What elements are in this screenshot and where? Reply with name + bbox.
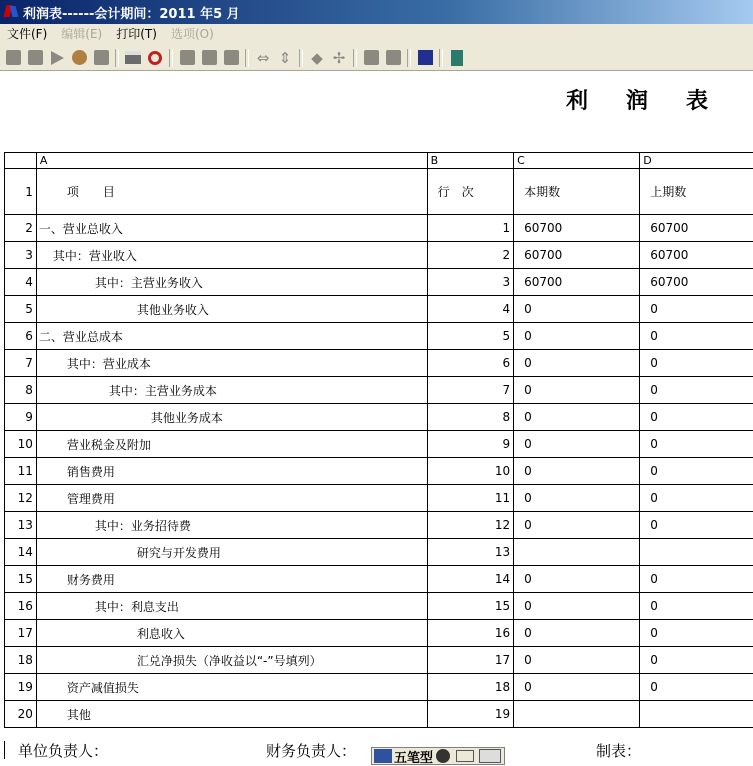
item-cell[interactable]: 其他业务收入: [36, 296, 427, 323]
previous-value-cell[interactable]: 0: [640, 485, 753, 512]
item-cell[interactable]: 研究与开发费用: [36, 539, 427, 566]
table-row: [5, 512, 753, 539]
line-number-cell[interactable]: 19: [427, 701, 514, 728]
calculator-icon[interactable]: [414, 47, 436, 69]
table-row: [5, 674, 753, 701]
keyboard-icon[interactable]: [479, 749, 501, 763]
current-value-cell[interactable]: 0: [514, 485, 640, 512]
current-value-cell[interactable]: [514, 701, 640, 728]
table-row: [5, 458, 753, 485]
menu-file[interactable]: 文件(F): [0, 24, 54, 45]
punctuation-icon[interactable]: [456, 750, 474, 762]
exit-icon[interactable]: [446, 47, 468, 69]
row-number: 20: [5, 701, 37, 728]
item-cell[interactable]: 其中：利息支出: [36, 593, 427, 620]
col-letter-a[interactable]: A: [36, 153, 427, 169]
calc-icon[interactable]: [382, 47, 404, 69]
row-number: 8: [5, 377, 37, 404]
app-icon: [3, 4, 19, 20]
previous-value-cell[interactable]: [640, 539, 753, 566]
current-value-cell[interactable]: 0: [514, 512, 640, 539]
table-row: [5, 296, 753, 323]
previous-value-cell[interactable]: 60700: [640, 215, 753, 242]
previous-value-cell[interactable]: 60700: [640, 242, 753, 269]
toolbar-separator: [439, 49, 443, 67]
previous-value-cell[interactable]: 0: [640, 674, 753, 701]
previous-value-cell[interactable]: 0: [640, 566, 753, 593]
line-number-cell[interactable]: 15: [427, 593, 514, 620]
table-row: [5, 701, 753, 728]
header-item[interactable]: 项 目: [36, 169, 427, 215]
item-cell[interactable]: 汇兑净损失（净收益以“-”号填列）: [36, 647, 427, 674]
preview-icon[interactable]: [144, 47, 166, 69]
current-value-cell[interactable]: 60700: [514, 269, 640, 296]
table-row: [5, 620, 753, 647]
item-cell[interactable]: 其中：主营业务收入: [36, 269, 427, 296]
line-number-cell[interactable]: 8: [427, 404, 514, 431]
table-row: [5, 323, 753, 350]
line-number-cell[interactable]: 2: [427, 242, 514, 269]
line-number-cell[interactable]: 9: [427, 431, 514, 458]
row-number: 6: [5, 323, 37, 350]
header-line[interactable]: 行 次: [427, 169, 514, 215]
line-number-cell[interactable]: 1: [427, 215, 514, 242]
menu-options[interactable]: 选项(O): [164, 24, 221, 45]
table-row: [5, 269, 753, 296]
item-cell[interactable]: 销售费用: [36, 458, 427, 485]
print-icon[interactable]: [122, 47, 144, 69]
row-number: 17: [5, 620, 37, 647]
ime-mode-label[interactable]: 五笔型: [394, 747, 433, 766]
current-value-cell[interactable]: 0: [514, 458, 640, 485]
moon-icon[interactable]: [436, 749, 450, 763]
play-icon[interactable]: [46, 47, 68, 69]
item-cell[interactable]: 其他业务成本: [36, 404, 427, 431]
menu-edit[interactable]: 编辑(E): [54, 24, 109, 45]
menu-bar: [0, 24, 753, 46]
current-value-cell[interactable]: 60700: [514, 242, 640, 269]
row-number: 15: [5, 566, 37, 593]
item-cell[interactable]: 其他: [36, 701, 427, 728]
row-number: 10: [5, 431, 37, 458]
row-number: 4: [5, 269, 37, 296]
line-number-cell[interactable]: 10: [427, 458, 514, 485]
previous-value-cell[interactable]: 0: [640, 377, 753, 404]
edit-icon[interactable]: [360, 47, 382, 69]
current-value-cell[interactable]: 0: [514, 647, 640, 674]
line-number-cell[interactable]: 12: [427, 512, 514, 539]
table-row: [5, 377, 753, 404]
item-cell[interactable]: 管理费用: [36, 485, 427, 512]
row-number: 19: [5, 674, 37, 701]
report-grid: [4, 152, 753, 728]
row-number: 12: [5, 485, 37, 512]
row-number: 5: [5, 296, 37, 323]
current-value-cell[interactable]: 0: [514, 593, 640, 620]
table-row: [5, 215, 753, 242]
line-number-cell[interactable]: 4: [427, 296, 514, 323]
row-number: 9: [5, 404, 37, 431]
table-row: [5, 485, 753, 512]
line-number-cell[interactable]: 5: [427, 323, 514, 350]
table-row: [5, 647, 753, 674]
line-number-cell[interactable]: 3: [427, 269, 514, 296]
insert-icon[interactable]: ◆: [306, 47, 328, 69]
menu-print[interactable]: 打印(T): [109, 24, 164, 45]
item-cell[interactable]: 营业税金及附加: [36, 431, 427, 458]
open-icon[interactable]: [2, 47, 24, 69]
item-cell[interactable]: 其中：营业成本: [36, 350, 427, 377]
previous-value-cell[interactable]: 0: [640, 350, 753, 377]
current-value-cell[interactable]: 60700: [514, 215, 640, 242]
footer-divider: [4, 741, 5, 759]
current-value-cell[interactable]: 0: [514, 323, 640, 350]
toolbar-separator: [299, 49, 303, 67]
previous-value-cell[interactable]: 0: [640, 404, 753, 431]
row-number: 18: [5, 647, 37, 674]
line-number-cell[interactable]: 18: [427, 674, 514, 701]
previous-value-cell[interactable]: 0: [640, 647, 753, 674]
current-value-cell[interactable]: [514, 539, 640, 566]
line-number-cell[interactable]: 17: [427, 647, 514, 674]
current-value-cell[interactable]: 0: [514, 350, 640, 377]
finance-head-label: 财务负责人：: [266, 740, 356, 761]
stop-icon[interactable]: [24, 47, 46, 69]
delete-icon[interactable]: ✢: [328, 47, 350, 69]
current-value-cell[interactable]: 0: [514, 674, 640, 701]
line-number-cell[interactable]: 7: [427, 377, 514, 404]
row-number: 11: [5, 458, 37, 485]
line-number-cell[interactable]: 6: [427, 350, 514, 377]
width-icon[interactable]: ⇔: [252, 47, 274, 69]
item-cell[interactable]: 利息收入: [36, 620, 427, 647]
line-number-cell[interactable]: 11: [427, 485, 514, 512]
toolbar-separator: [353, 49, 357, 67]
table-row: [5, 350, 753, 377]
col-letter-b[interactable]: B: [427, 153, 514, 169]
toolbar-separator: [245, 49, 249, 67]
previous-value-cell[interactable]: [640, 701, 753, 728]
row-number: 16: [5, 593, 37, 620]
line-number-cell[interactable]: 14: [427, 566, 514, 593]
item-cell[interactable]: 财务费用: [36, 566, 427, 593]
row-number: 1: [5, 169, 37, 215]
report-title: 利润表: [566, 84, 746, 115]
current-value-cell[interactable]: 0: [514, 620, 640, 647]
previous-value-cell[interactable]: 0: [640, 512, 753, 539]
previous-value-cell[interactable]: 0: [640, 296, 753, 323]
previous-value-cell[interactable]: 0: [640, 431, 753, 458]
header-previous[interactable]: 上期数: [640, 169, 753, 215]
header-row: [5, 169, 753, 215]
line-number-cell[interactable]: 16: [427, 620, 514, 647]
column-letter-row: [5, 153, 753, 169]
current-value-cell[interactable]: 0: [514, 296, 640, 323]
row-number: 13: [5, 512, 37, 539]
save-icon[interactable]: [90, 47, 112, 69]
row-number: 14: [5, 539, 37, 566]
ime-toolbar[interactable]: [371, 747, 505, 765]
previous-value-cell[interactable]: 0: [640, 620, 753, 647]
current-value-cell[interactable]: 0: [514, 377, 640, 404]
title-bar: [0, 0, 753, 24]
paste-icon[interactable]: [198, 47, 220, 69]
current-value-cell[interactable]: 0: [514, 566, 640, 593]
row-number: 3: [5, 242, 37, 269]
item-cell[interactable]: 一、营业总收入: [36, 215, 427, 242]
table-row: [5, 404, 753, 431]
preparer-label: 制表：: [596, 740, 641, 761]
window-title: 利润表------会计期间：2011 年5 月: [23, 3, 240, 22]
toolbar: [0, 45, 753, 71]
row-number: 2: [5, 215, 37, 242]
line-number-cell[interactable]: 13: [427, 539, 514, 566]
previous-value-cell[interactable]: 60700: [640, 269, 753, 296]
item-cell[interactable]: 资产减值损失: [36, 674, 427, 701]
row-number: 7: [5, 350, 37, 377]
corner-cell[interactable]: [5, 153, 37, 169]
previous-value-cell[interactable]: 0: [640, 593, 753, 620]
users-icon[interactable]: [68, 47, 90, 69]
current-value-cell[interactable]: 0: [514, 431, 640, 458]
item-cell[interactable]: 其中：业务招待费: [36, 512, 427, 539]
chart-icon[interactable]: [220, 47, 242, 69]
previous-value-cell[interactable]: 0: [640, 458, 753, 485]
item-cell[interactable]: 其中：营业收入: [36, 242, 427, 269]
col-letter-c[interactable]: C: [514, 153, 640, 169]
table-row: [5, 539, 753, 566]
current-value-cell[interactable]: 0: [514, 404, 640, 431]
copy-icon[interactable]: [176, 47, 198, 69]
toolbar-separator: [169, 49, 173, 67]
item-cell[interactable]: 二、营业总成本: [36, 323, 427, 350]
previous-value-cell[interactable]: 0: [640, 323, 753, 350]
table-row: [5, 566, 753, 593]
toolbar-separator: [407, 49, 411, 67]
toolbar-separator: [115, 49, 119, 67]
header-current[interactable]: 本期数: [514, 169, 640, 215]
item-cell[interactable]: 其中：主营业务成本: [36, 377, 427, 404]
table-row: [5, 242, 753, 269]
unit-head-label: 单位负责人：: [18, 740, 108, 761]
table-row: [5, 593, 753, 620]
col-letter-d[interactable]: D: [640, 153, 753, 169]
height-icon[interactable]: ⇕: [274, 47, 296, 69]
table-row: [5, 431, 753, 458]
ime-logo-icon: [374, 749, 392, 763]
